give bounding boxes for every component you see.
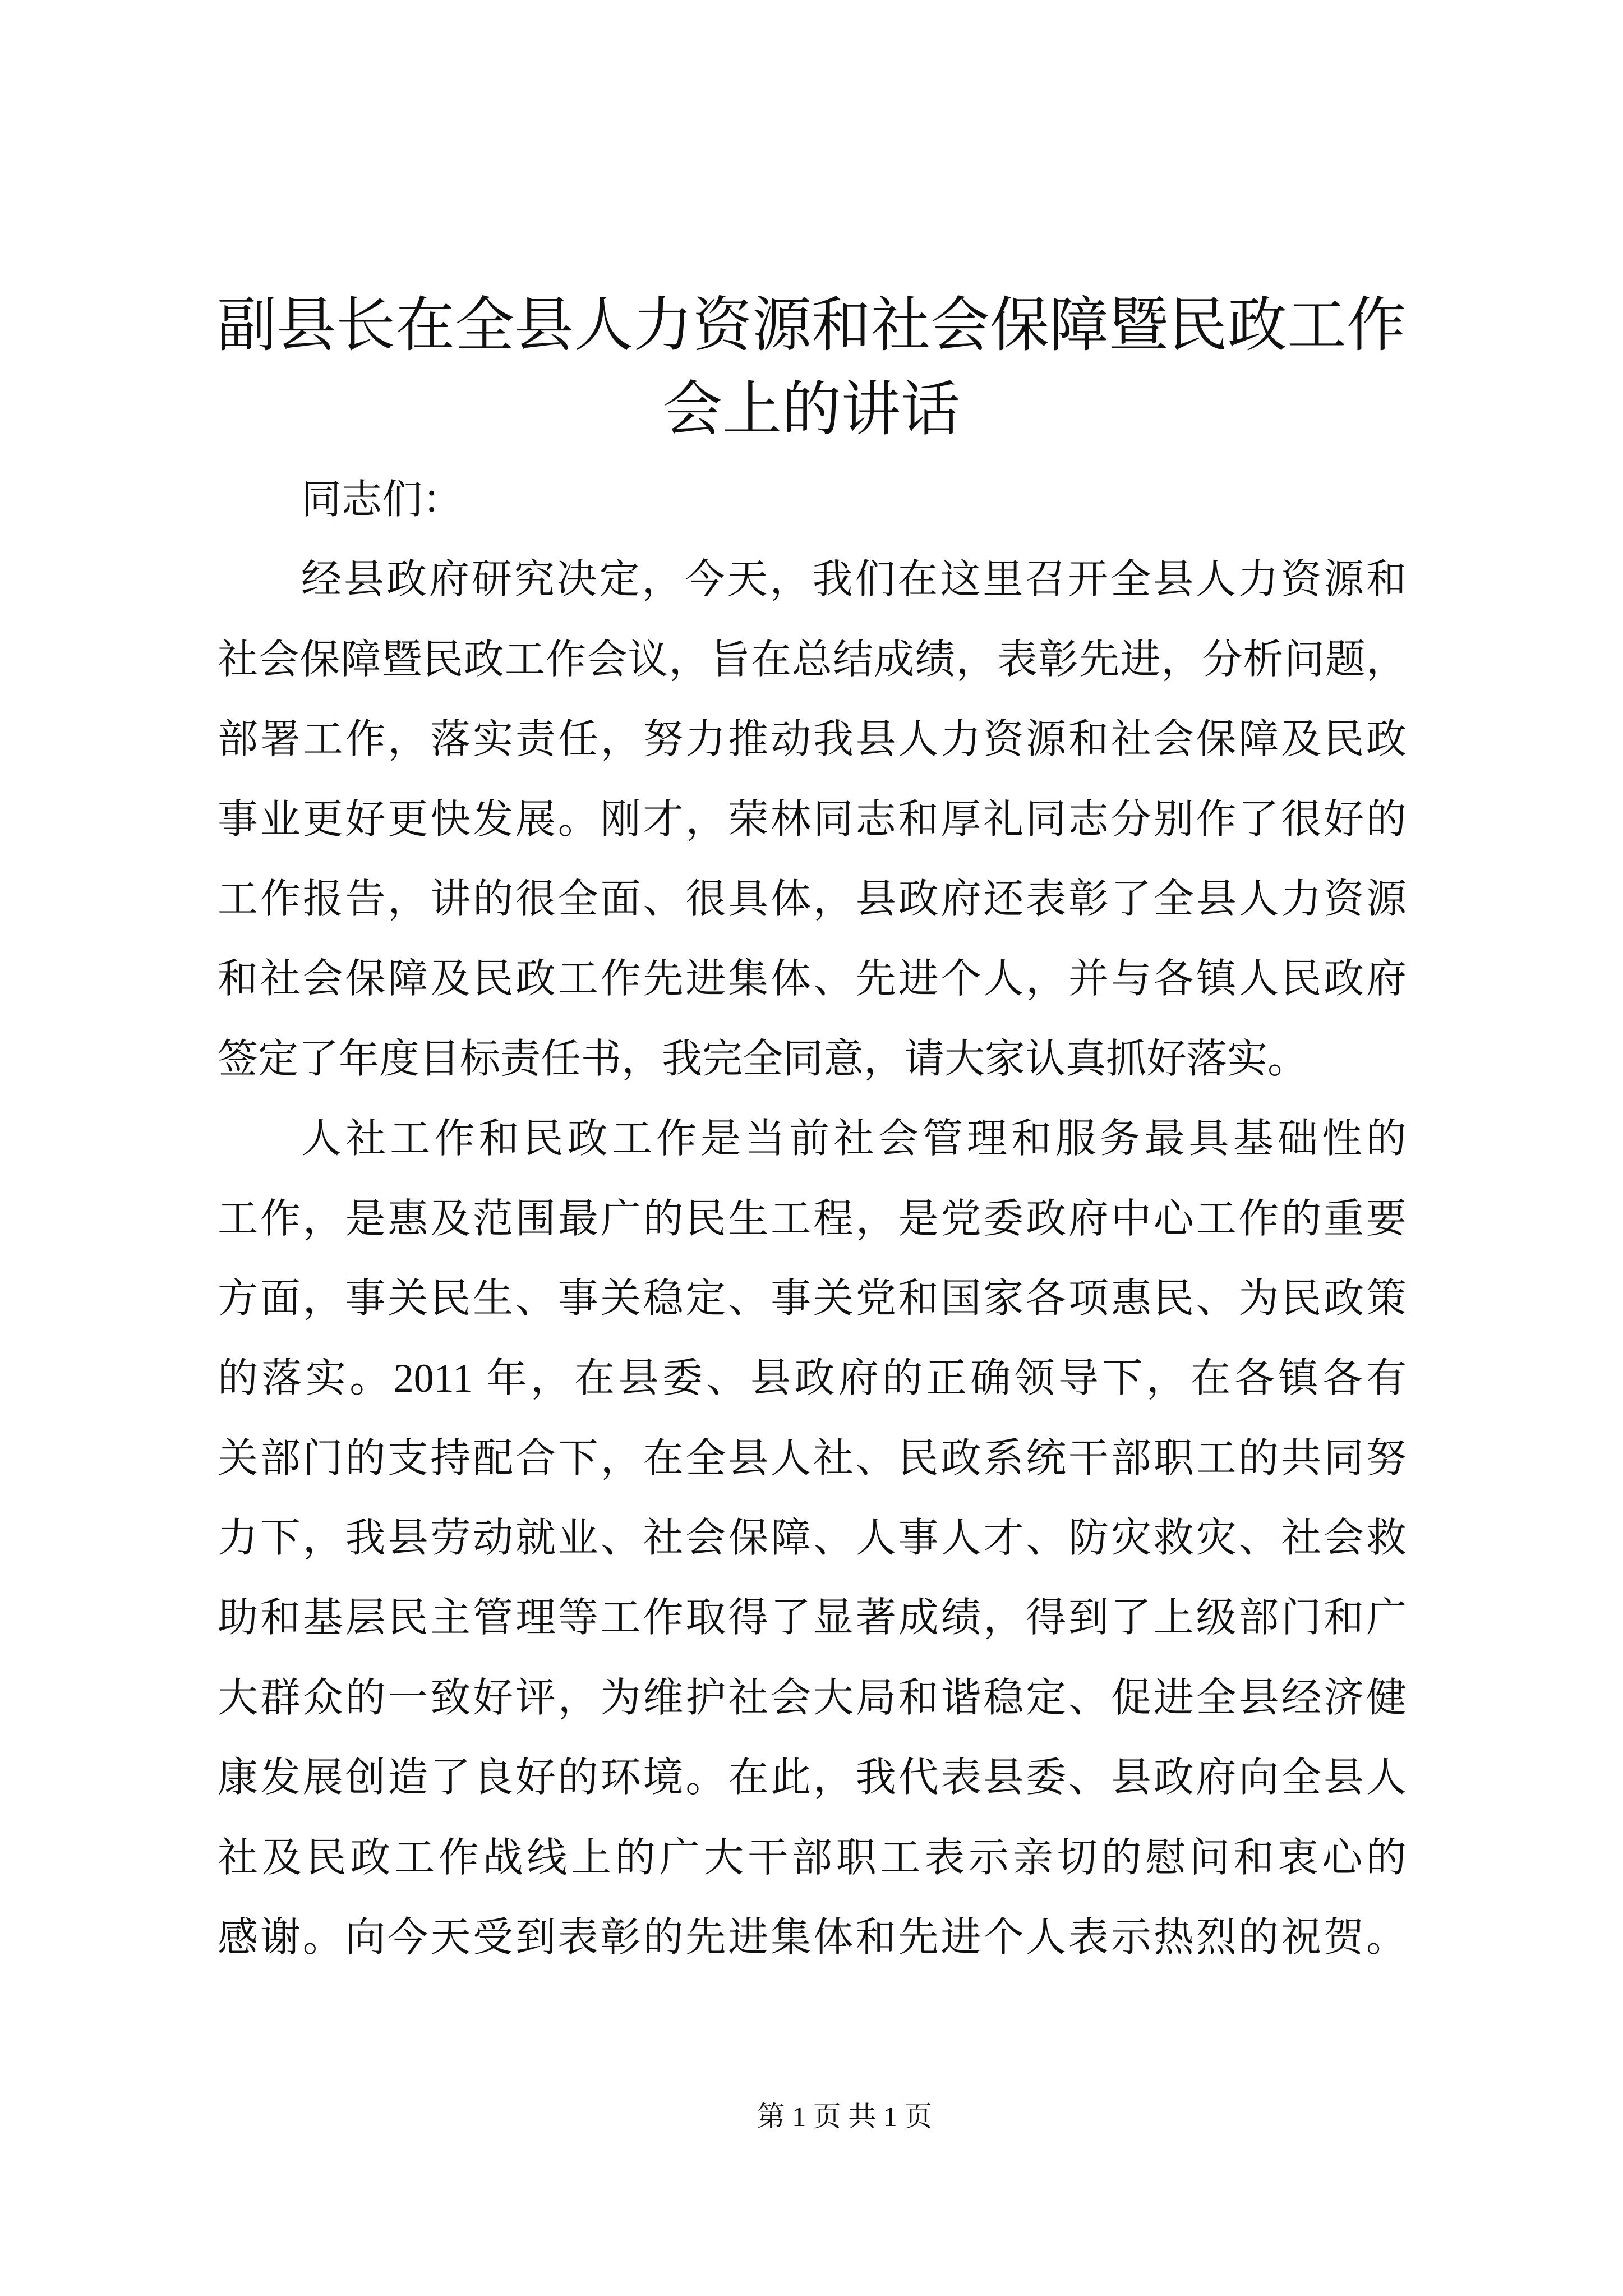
paragraph-line: 方面，事关民生、事关稳定、事关党和国家各项惠民、为民政策 — [218, 1276, 1407, 1321]
paragraph-line: 感谢。向今天受到表彰的先进集体和先进个人表示热烈的祝贺。 — [218, 1915, 1407, 1961]
page-footer: 第 1 页 共 1 页 — [757, 2101, 933, 2132]
title-line: 会上的讲话 — [663, 377, 960, 443]
paragraph-line: 工作报告，讲的很全面、很具体，县政府还表彰了全县人力资源 — [218, 876, 1407, 922]
paragraph — [218, 540, 1407, 1099]
document-body — [218, 460, 1407, 1977]
salutation-line: 同志们： — [301, 477, 463, 522]
paragraph-line: 的落实。2011 年，在县委、县政府的正确领导下，在各镇各有 — [218, 1356, 1407, 1401]
paragraph-line: 力下，我县劳动就业、社会保障、人事人才、防灾救灾、社会救 — [218, 1516, 1407, 1561]
paragraph-line: 部署工作，落实责任，努力推动我县人力资源和社会保障及民政 — [218, 717, 1407, 762]
salutation — [218, 460, 1407, 540]
paragraph-line: 签定了年度目标责任书，我完全同意，请大家认真抓好落实。 — [218, 1036, 1308, 1082]
paragraph-line: 和社会保障及民政工作先进集体、先进个人，并与各镇人民政府 — [218, 956, 1407, 1002]
paragraph-line: 社会保障暨民政工作会议，旨在总结成绩，表彰先进，分析问题， — [218, 637, 1407, 682]
paragraph — [218, 1099, 1407, 1977]
paragraph-line: 社及民政工作战线上的广大干部职工表示亲切的慰问和衷心的 — [218, 1835, 1407, 1880]
paragraph-line: 助和基层民主管理等工作取得了显著成绩，得到了上级部门和广 — [218, 1595, 1407, 1641]
paragraph-line: 事业更好更快发展。刚才，荣林同志和厚礼同志分别作了很好的 — [218, 797, 1407, 842]
paragraph-line: 关部门的支持配合下，在全县人社、民政系统干部职工的共同努 — [218, 1435, 1407, 1481]
paragraph-line: 人社工作和民政工作是当前社会管理和服务最具基础性的 — [301, 1116, 1407, 1162]
paragraph-line: 经县政府研究决定，今天，我们在这里召开全县人力资源和 — [301, 557, 1407, 602]
paragraph-line: 工作，是惠及范围最广的民生工程，是党委政府中心工作的重要 — [218, 1196, 1407, 1241]
title-line: 副县长在全县人力资源和社会保障暨民政工作 — [217, 293, 1406, 358]
document-title — [0, 284, 1623, 452]
paragraph-line: 康发展创造了良好的环境。在此，我代表县委、县政府向全县人 — [218, 1755, 1407, 1801]
paragraph-line: 大群众的一致好评，为维护社会大局和谐稳定、促进全县经济健 — [218, 1675, 1407, 1720]
